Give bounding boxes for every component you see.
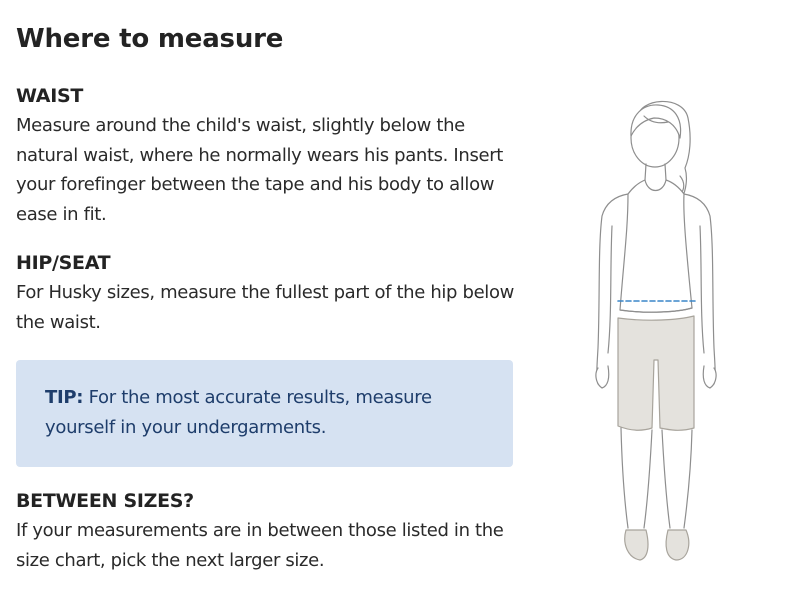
waist-description: Measure around the child's waist, slightly below the natural waist, where he normally wears his pants. Insert your forefinger between the tape and his body to allow ease in fit. <box>16 115 503 225</box>
hip-description: For Husky sizes, measure the fullest part of the hip below the waist. <box>16 282 514 333</box>
between-sizes-description: If your measurements are in between those listed in the size chart, pick the next larger size. <box>16 520 504 571</box>
waist-heading: WAIST <box>16 85 84 107</box>
tip-text: For the most accurate results, measure yourself in your undergarments. <box>45 387 432 438</box>
child-figure-illustration <box>588 98 728 568</box>
hip-section <box>16 249 516 337</box>
child-figure-icon <box>588 98 728 568</box>
between-sizes-heading: BETWEEN SIZES? <box>16 490 194 512</box>
tip-box <box>16 360 513 467</box>
hip-heading: HIP/SEAT <box>16 252 111 274</box>
between-sizes-section <box>16 487 516 575</box>
page-title: Where to measure <box>16 24 284 54</box>
waist-section <box>16 82 516 229</box>
tip-label: TIP: <box>45 387 84 408</box>
